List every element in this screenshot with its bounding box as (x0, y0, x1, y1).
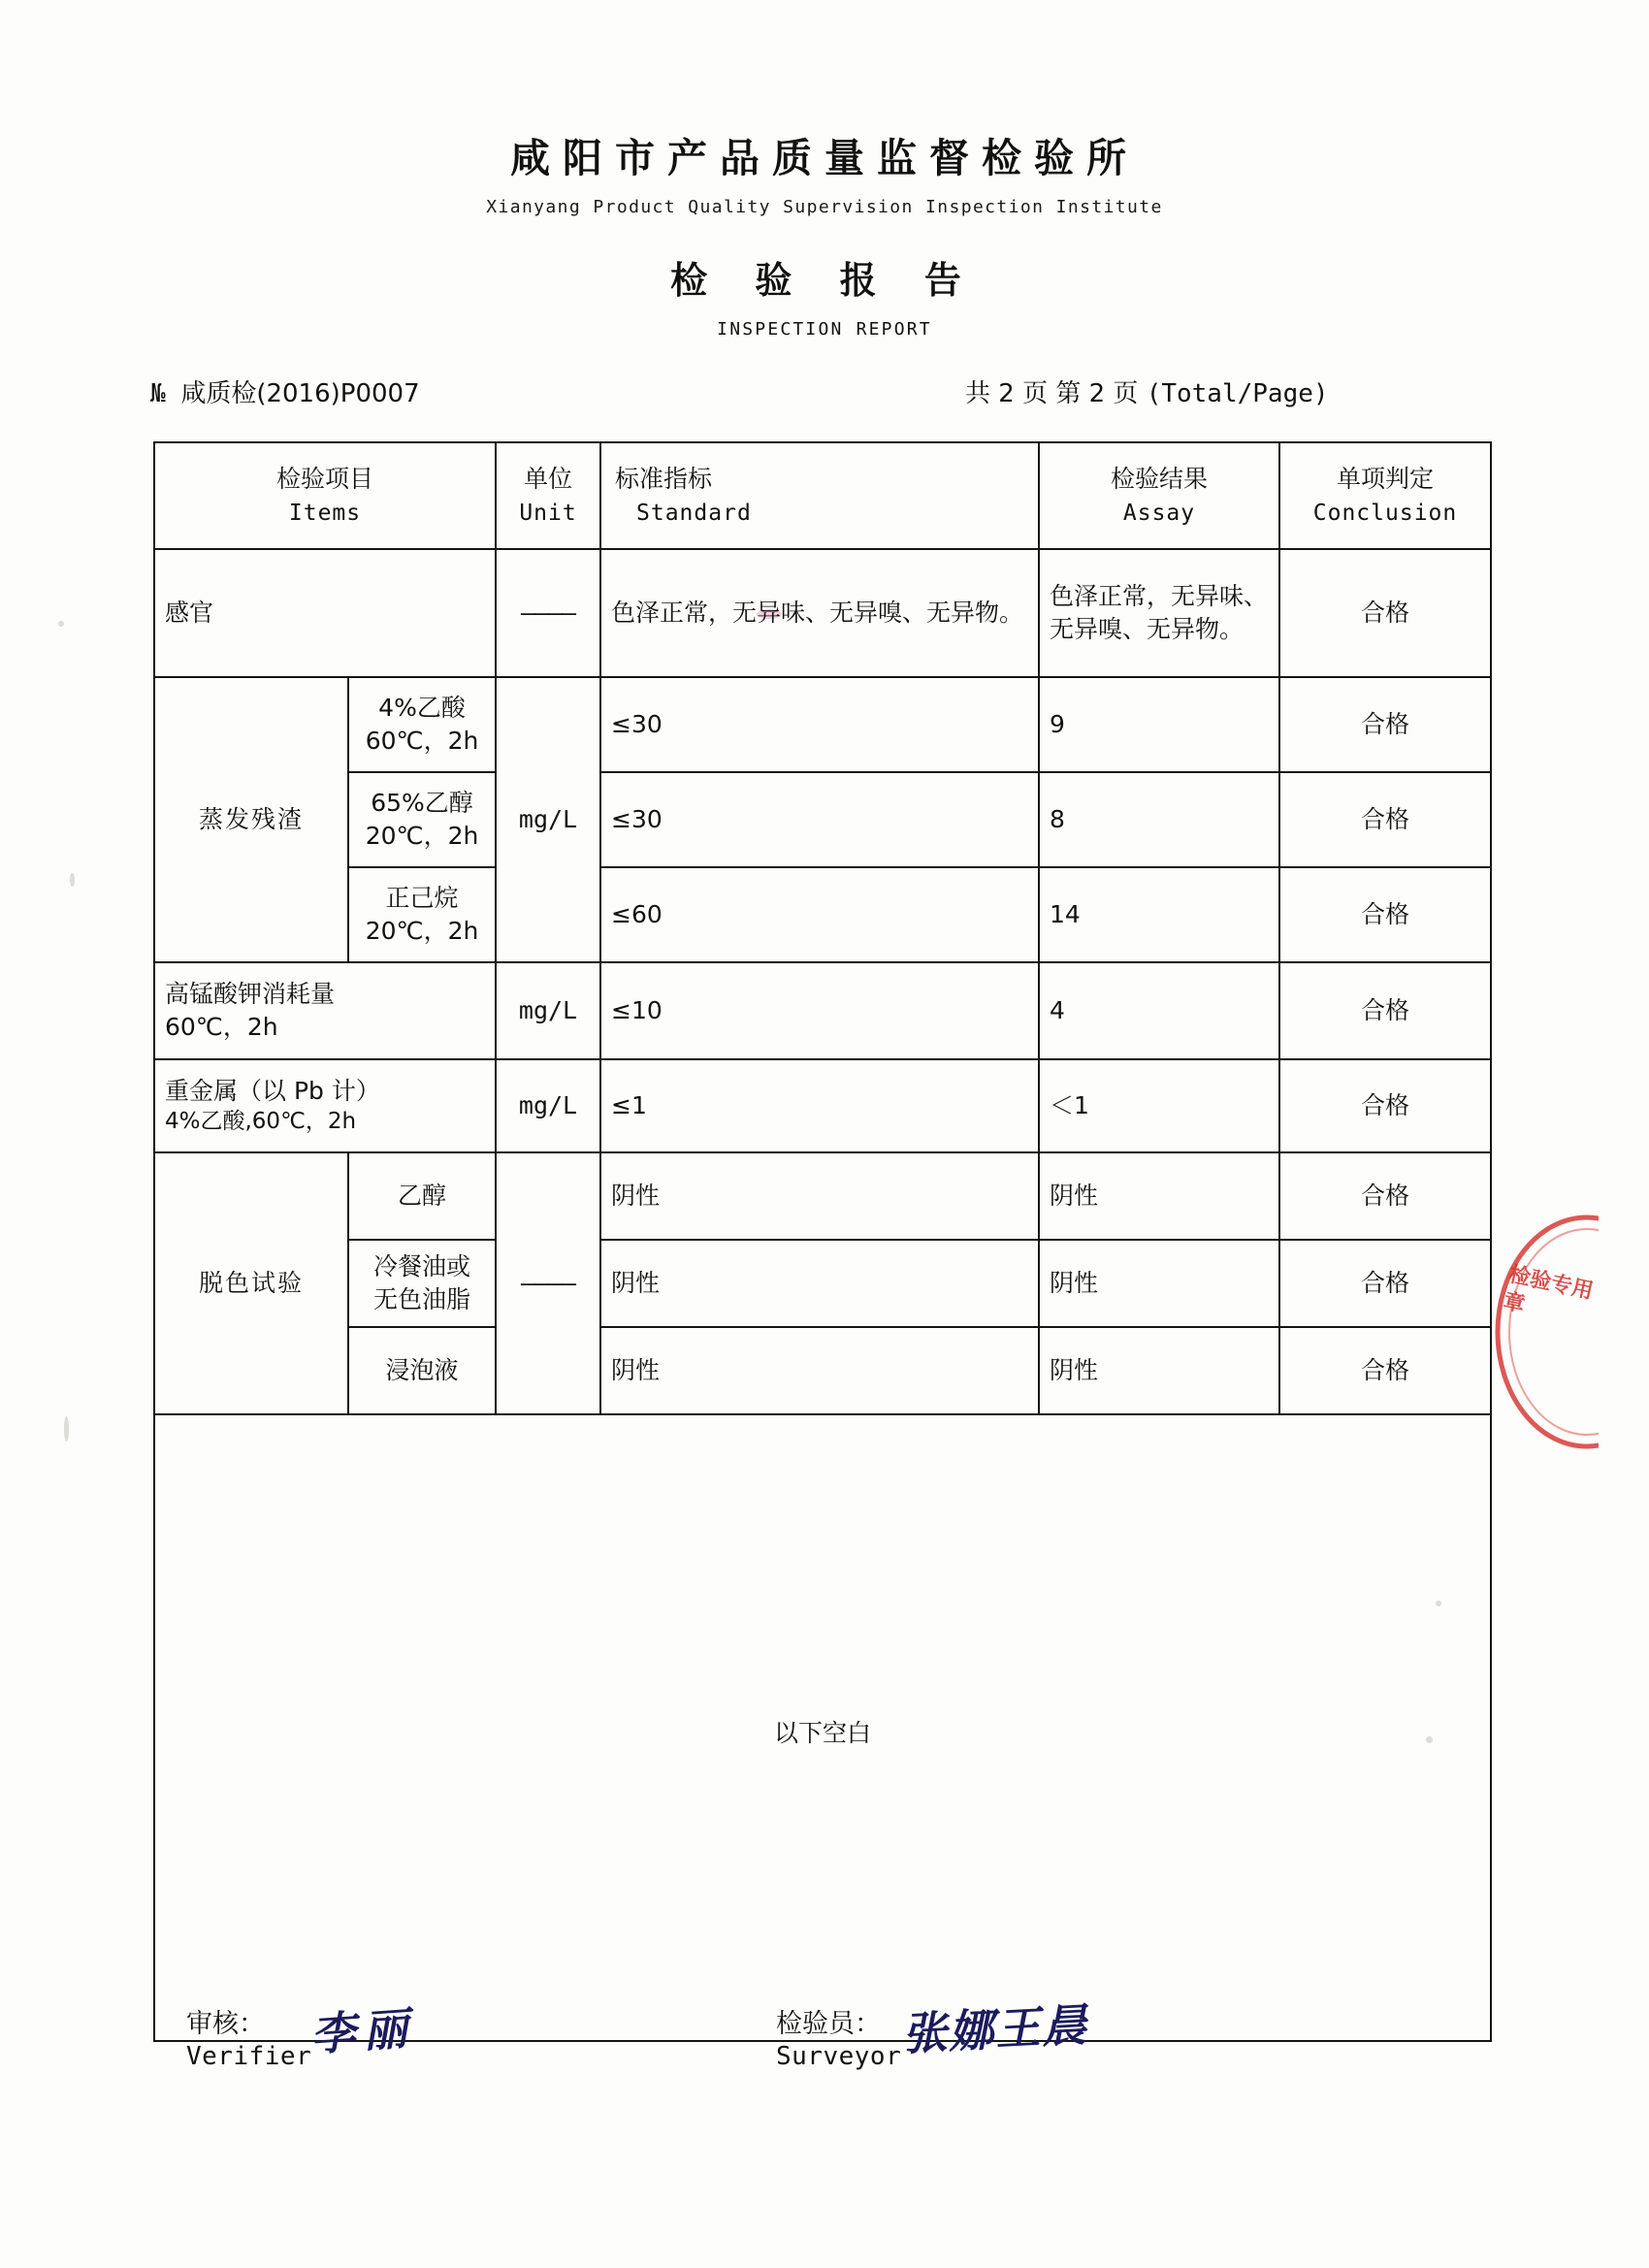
row-sensory-item: 感官 (154, 549, 496, 677)
row-residue-item (154, 677, 348, 962)
row-residue-sub-1 (348, 772, 496, 867)
scan-speckle (64, 1416, 69, 1442)
header-assay-en: Assay (1122, 501, 1196, 527)
header-standard-en: Standard (636, 501, 752, 527)
verifier-block (186, 2008, 311, 2072)
row-residue-standard-1: ≤30 (600, 772, 1039, 867)
results-table-wrapper (153, 441, 1458, 2042)
row-residue-standard-0: ≤30 (600, 677, 1039, 772)
verifier-signature: 李丽 (308, 2001, 417, 2061)
table-row (154, 1327, 1491, 1414)
report-meta (0, 373, 1649, 412)
row-sensory-standard: 色泽正常，无异味、无异嗅、无异物。 (600, 549, 1039, 677)
row-decolor-unit: ———— (496, 1152, 600, 1414)
row-heavymetal-unit: mg/L (496, 1059, 600, 1152)
table-row (154, 1152, 1491, 1240)
header-conclusion-en: Conclusion (1312, 501, 1458, 527)
row-residue-standard-2: ≤60 (600, 867, 1039, 962)
row-residue-sub-0 (348, 677, 496, 772)
verifier-label-cn: 审核： (186, 2009, 265, 2039)
header-assay-cn: 检验结果 (1111, 464, 1209, 493)
page-indicator-en: (Total/Page) (1146, 379, 1329, 408)
surveyor-label-cn: 检验员： (776, 2009, 881, 2039)
row-heavymetal-item (154, 1059, 496, 1152)
row-residue-unit: mg/L (496, 677, 600, 962)
header-unit (496, 442, 600, 549)
report-title-cn: 检 验 报 告 (670, 258, 979, 302)
table-row (154, 677, 1491, 772)
row-decolor-item-text: 脱色试验 (198, 1269, 304, 1298)
results-table (153, 441, 1492, 2042)
surveyor-block (776, 2008, 901, 2072)
row-decolor-sub-1 (348, 1240, 496, 1327)
row-permanganate-item-line2: 60℃，2h (165, 1013, 278, 1041)
verifier-label-en: Verifier (186, 2041, 312, 2071)
row-heavymetal-conclusion: 合格 (1279, 1059, 1491, 1152)
sub-name-line1: 正己烷 (385, 884, 459, 913)
row-decolor-assay-0: 阴性 (1039, 1152, 1279, 1240)
header-unit-cn: 单位 (524, 464, 573, 493)
institute-name-cn: 咸阳市产品质量监督检验所 (510, 135, 1139, 181)
sub-name-line2: 60℃，2h (365, 727, 479, 755)
table-header-row (154, 442, 1491, 549)
scan-speckle (58, 621, 64, 627)
row-heavymetal-item-line2: 4%乙酸,60℃，2h (165, 1109, 357, 1135)
table-row (154, 1059, 1491, 1152)
header-items-en: Items (288, 501, 362, 527)
header-items (154, 442, 496, 549)
row-permanganate-assay: 4 (1039, 962, 1279, 1059)
sub-name-line2: 20℃，2h (365, 917, 479, 945)
row-heavymetal-assay: ＜1 (1039, 1059, 1279, 1152)
header-standard (600, 442, 1039, 549)
scan-speckle (70, 873, 75, 887)
sub-name-line2: 20℃，2h (365, 822, 479, 850)
sub-name-line1: 乙醇 (398, 1182, 447, 1211)
row-sensory-assay: 色泽正常，无异味、无异嗅、无异物。 (1039, 549, 1279, 677)
row-heavymetal-item-line1: 重金属（以 Pb 计） (165, 1076, 380, 1105)
row-residue-assay-1: 8 (1039, 772, 1279, 867)
row-permanganate-item (154, 962, 496, 1059)
row-residue-conclusion-0: 合格 (1279, 677, 1491, 772)
stamp-text: 检验专用章 (1501, 1261, 1596, 1317)
sub-name-line1: 浸泡液 (385, 1356, 459, 1385)
number-symbol: № (150, 379, 166, 408)
row-permanganate-item-line1: 高锰酸钾消耗量 (165, 980, 336, 1009)
sub-name-line2: 无色油脂 (373, 1285, 471, 1313)
row-decolor-conclusion-2: 合格 (1279, 1327, 1491, 1414)
header-items-cn: 检验项目 (276, 464, 374, 493)
institute-name-en: Xianyang Product Quality Supervision Inspection Institute (486, 197, 1163, 217)
row-decolor-standard-2: 阴性 (600, 1327, 1039, 1414)
number-value: 咸质检(2016)P0007 (180, 379, 420, 408)
row-permanganate-standard: ≤10 (600, 962, 1039, 1059)
blank-note: 以下空白 (154, 1414, 1491, 2041)
row-residue-item-line1: 蒸发残渣 (198, 805, 304, 834)
signature-area (0, 1998, 1649, 2144)
header-unit-en: Unit (519, 501, 577, 527)
row-residue-assay-0: 9 (1039, 677, 1279, 772)
report-number (150, 373, 420, 409)
report-title-en: INSPECTION REPORT (717, 319, 932, 340)
surveyor-signature: 张娜王晨 (900, 1998, 1090, 2060)
row-sensory-unit: ———— (496, 549, 600, 677)
row-residue-conclusion-2: 合格 (1279, 867, 1491, 962)
page-indicator (965, 373, 1329, 409)
row-decolor-sub-2 (348, 1327, 496, 1414)
row-decolor-conclusion-0: 合格 (1279, 1152, 1491, 1240)
table-row (154, 962, 1491, 1059)
table-row (154, 549, 1491, 677)
sub-name-line1: 冷餐油或 (373, 1252, 471, 1281)
row-decolor-assay-1: 阴性 (1039, 1240, 1279, 1327)
page-indicator-cn: 共 2 页 第 2 页 (965, 379, 1139, 408)
table-blank-row (154, 1414, 1491, 2041)
row-decolor-conclusion-1: 合格 (1279, 1240, 1491, 1327)
row-decolor-sub-0 (348, 1152, 496, 1240)
row-decolor-assay-2: 阴性 (1039, 1327, 1279, 1414)
row-sensory-conclusion: 合格 (1279, 549, 1491, 677)
row-decolor-standard-0: 阴性 (600, 1152, 1039, 1240)
row-permanganate-unit: mg/L (496, 962, 600, 1059)
row-residue-sub-2 (348, 867, 496, 962)
row-residue-assay-2: 14 (1039, 867, 1279, 962)
document-header (0, 0, 1649, 340)
surveyor-label-en: Surveyor (776, 2041, 902, 2071)
row-permanganate-conclusion: 合格 (1279, 962, 1491, 1059)
header-standard-cn: 标准指标 (615, 464, 713, 493)
row-decolor-item (154, 1152, 348, 1414)
table-row (154, 772, 1491, 867)
header-conclusion (1279, 442, 1491, 549)
header-conclusion-cn: 单项判定 (1337, 464, 1435, 493)
table-row (154, 1240, 1491, 1327)
sub-name-line1: 65%乙醇 (371, 789, 473, 818)
sub-name-line1: 4%乙酸 (378, 694, 466, 723)
row-decolor-standard-1: 阴性 (600, 1240, 1039, 1327)
row-residue-conclusion-1: 合格 (1279, 772, 1491, 867)
header-assay (1039, 442, 1279, 549)
table-row (154, 867, 1491, 962)
row-heavymetal-standard: ≤1 (600, 1059, 1039, 1152)
